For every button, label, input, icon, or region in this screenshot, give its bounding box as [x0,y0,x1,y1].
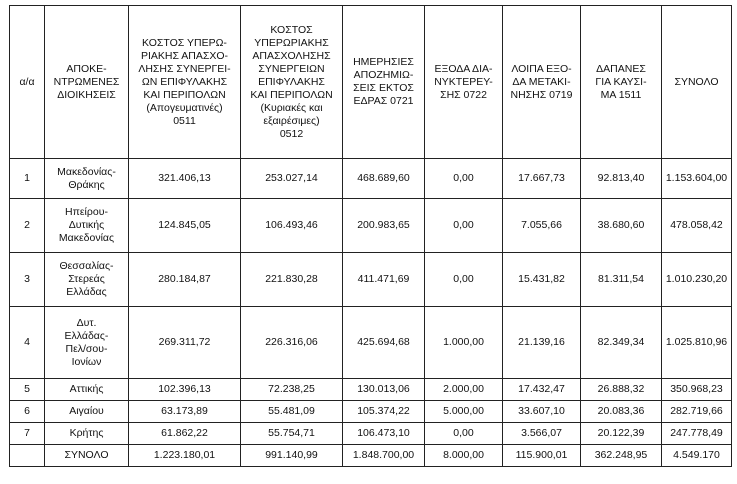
amount-cell: 82.349,34 [581,307,662,379]
amount-cell: 20.083,36 [581,401,662,423]
row-number-cell: 5 [10,379,45,401]
header-text-line: (Κυριακές και [260,101,323,114]
amount-cell: 411.471,69 [343,253,425,307]
total-amount-cell: 1.848.700,00 [343,445,425,467]
header-text-line: ΣΗΣ 0722 [440,88,487,101]
amount-cell: 130.013,06 [343,379,425,401]
amount-cell: 321.406,13 [129,159,241,199]
header-text-line: ΑΠΑΣΧΟΛΗΣΗΣ [252,49,331,62]
header-cell [503,6,581,159]
header-text-line: ΣΥΝΟΛΟ [674,75,719,88]
header-text-line: ΚΟΣΤΟΣ ΥΠΕΡΩ- [142,36,227,49]
header-text-line: ΑΠΟΚΕ- [66,62,107,75]
total-amount-cell: 8.000,00 [425,445,503,467]
total-amount-cell: 362.248,95 [581,445,662,467]
header-text-line: 0512 [279,127,304,140]
amount-cell: 269.311,72 [129,307,241,379]
amount-cell: 0,00 [425,159,503,199]
header-text-line: α/α [19,75,35,88]
amount-cell: 21.139,16 [503,307,581,379]
administration-name-cell: Δυτ. Ελλάδας- Πελ/σου- Ιονίων [45,307,129,379]
amount-cell: 81.311,54 [581,253,662,307]
amount-cell: 105.374,22 [343,401,425,423]
amount-cell: 1.010.230,20 [662,253,732,307]
amount-cell: 17.432,47 [503,379,581,401]
header-text-line: ΚΑΙ ΠΕΡΙΠΟΛΩΝ [250,88,333,101]
table-row [10,401,732,423]
administration-name-cell: Θεσσαλίας- Στερεάς Ελλάδας [45,253,129,307]
total-amount-cell: 4.549.170 [662,445,732,467]
header-text-line: ΛΗΣΗΣ ΣΥΝΕΡΓΕΙ- [138,62,231,75]
total-amount-cell: 1.223.180,01 [129,445,241,467]
total-label-cell: ΣΥΝΟΛΟ [45,445,129,467]
amount-cell: 3.566,07 [503,423,581,445]
header-text-line: ΥΠΕΡΩΡΙΑΚΗΣ [254,36,329,49]
amount-cell: 92.813,40 [581,159,662,199]
amount-cell: 0,00 [425,423,503,445]
amount-cell: 0,00 [425,253,503,307]
header-cell [425,6,503,159]
amount-cell: 106.493,46 [241,199,343,253]
expense-table [9,5,732,467]
header-text-line: εξαιρέσιμες) [263,114,320,127]
amount-cell: 26.888,32 [581,379,662,401]
amount-cell: 7.055,66 [503,199,581,253]
header-text-line: ΜΑ 1511 [600,88,642,101]
table-row [10,379,732,401]
amount-cell: 282.719,66 [662,401,732,423]
header-text-line: ΝΗΣΗΣ 0719 [510,88,573,101]
row-number-cell: 3 [10,253,45,307]
amount-cell: 15.431,82 [503,253,581,307]
header-row [10,6,732,159]
header-text-line: ΑΠΟΖΗΜΙΩ- [353,69,414,81]
header-text-line: ΔΙΟΙΚΗΣΕΙΣ [57,88,116,101]
amount-cell: 72.238,25 [241,379,343,401]
header-text-line: (Απογευματινές) [146,101,223,114]
row-number-cell: 1 [10,159,45,199]
amount-cell: 1.153.604,00 [662,159,732,199]
header-text-line: ΝΥΚΤΕΡΕΥ- [434,75,493,88]
header-cell [343,6,425,159]
amount-cell: 253.027,14 [241,159,343,199]
amount-cell: 20.122,39 [581,423,662,445]
amount-cell: 5.000,00 [425,401,503,423]
amount-cell: 221.830,28 [241,253,343,307]
header-text-line: ΕΠΙΦΥΛΑΚΗΣ [258,75,325,88]
administration-name-cell: Ηπείρου- Δυτικής Μακεδονίας [45,199,129,253]
administration-name-cell: Αττικής [45,379,129,401]
amount-cell: 200.983,65 [343,199,425,253]
amount-cell: 38.680,60 [581,199,662,253]
amount-cell: 33.607,10 [503,401,581,423]
header-text-line: ΚΑΙ ΠΕΡΙΠΟΛΩΝ [143,88,226,101]
row-number-cell: 2 [10,199,45,253]
amount-cell: 468.689,60 [343,159,425,199]
amount-cell: 1.025.810,96 [662,307,732,379]
header-cell [581,6,662,159]
total-amount-cell: 991.140,99 [241,445,343,467]
amount-cell: 0,00 [425,199,503,253]
total-amount-cell: 115.900,01 [503,445,581,467]
table-row [10,423,732,445]
amount-cell: 280.184,87 [129,253,241,307]
row-number-cell: 4 [10,307,45,379]
header-text-line: ΣΥΝΕΡΓΕΙΩΝ [258,62,325,75]
header-text-line: ΛΟΙΠΑ ΕΞΟ- [511,62,572,75]
header-cell [129,6,241,159]
amount-cell: 102.396,13 [129,379,241,401]
amount-cell: 1.000,00 [425,307,503,379]
header-cell [10,6,45,159]
header-text-line: ΣΕΙΣ ΕΚΤΟΣ [353,82,414,94]
header-cell [241,6,343,159]
header-text-line: ΓΙΑ ΚΑΥΣΙ- [595,75,647,88]
row-number-cell: 6 [10,401,45,423]
header-text-line: 0511 [173,114,196,127]
administration-name-cell: Κρήτης [45,423,129,445]
header-text-line: ΩΝ ΕΠΙΦΥΛΑΚΗΣ [141,75,228,88]
amount-cell: 124.845,05 [129,199,241,253]
amount-cell: 2.000,00 [425,379,503,401]
row-number-cell: 7 [10,423,45,445]
header-text-line: ΔΑ ΜΕΤΑΚΙ- [512,75,571,88]
administration-name-cell: Αιγαίου [45,401,129,423]
table-row [10,253,732,307]
amount-cell: 55.754,71 [241,423,343,445]
amount-cell: 478.058,42 [662,199,732,253]
table-row [10,159,732,199]
administration-name-cell: Μακεδονίας- Θράκης [45,159,129,199]
header-text-line: ΗΜΕΡΗΣΙΕΣ [353,56,414,68]
header-text-line: ΚΟΣΤΟΣ [270,23,313,36]
header-text-line: ΕΞΟΔΑ ΔΙΑ- [434,62,493,75]
amount-cell: 226.316,06 [241,307,343,379]
total-amount-cell [10,445,45,467]
amount-cell: 106.473,10 [343,423,425,445]
table-row [10,307,732,379]
total-row [10,445,732,467]
amount-cell: 63.173,89 [129,401,241,423]
header-text-line: ΡΙΑΚΗΣ ΑΠΑΣΧΟ- [140,49,229,62]
table-row [10,199,732,253]
header-cell [662,6,732,159]
amount-cell: 61.862,22 [129,423,241,445]
header-text-line: ΕΔΡΑΣ 0721 [353,95,414,107]
amount-cell: 425.694,68 [343,307,425,379]
amount-cell: 55.481,09 [241,401,343,423]
header-cell [45,6,129,159]
amount-cell: 247.778,49 [662,423,732,445]
amount-cell: 350.968,23 [662,379,732,401]
amount-cell: 17.667,73 [503,159,581,199]
header-text-line: ΝΤΡΩΜΕΝΕΣ [53,75,120,88]
header-text-line: ΔΑΠΑΝΕΣ [596,62,646,75]
